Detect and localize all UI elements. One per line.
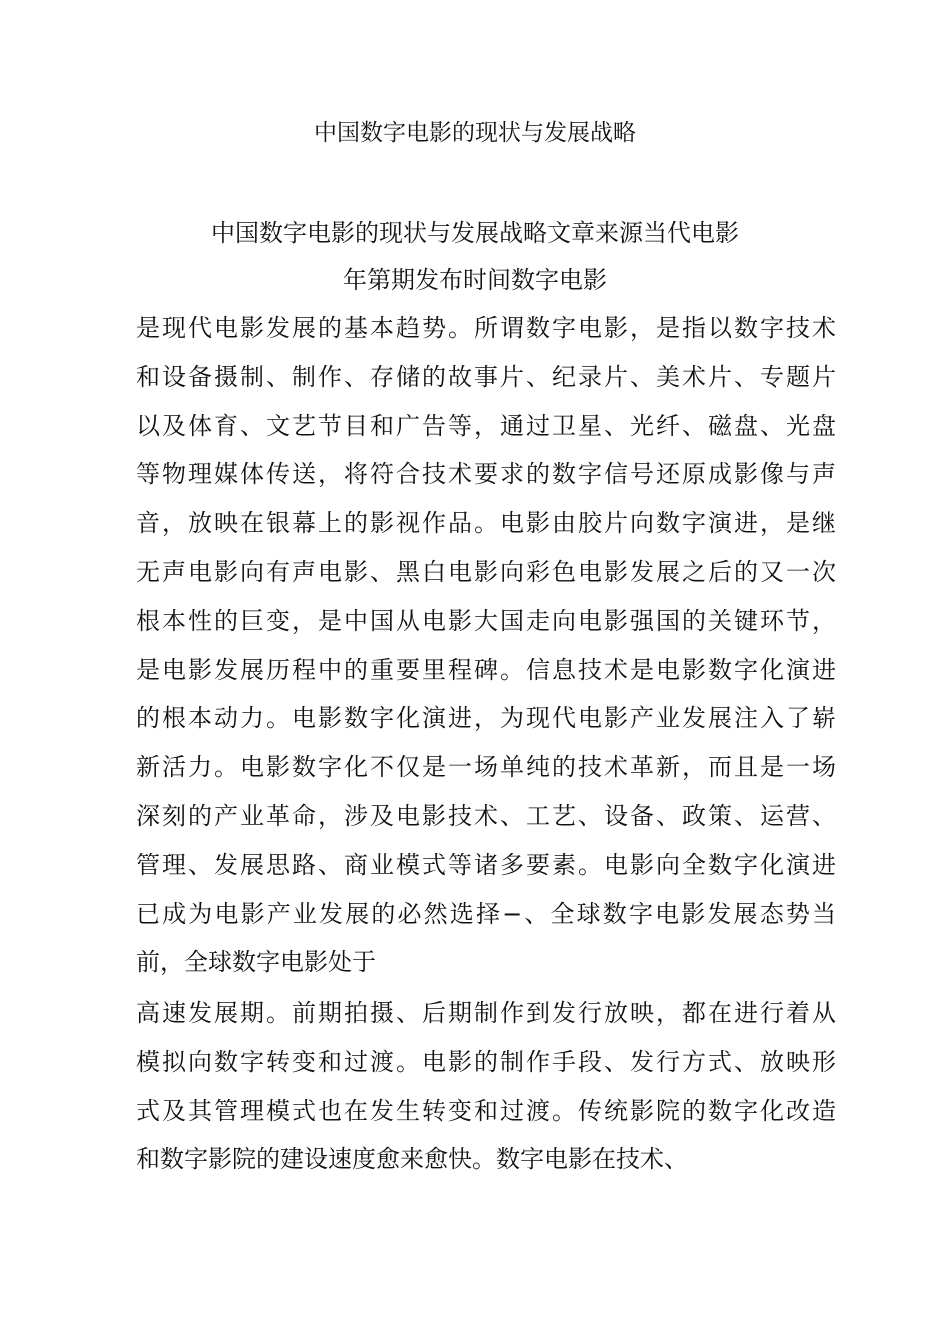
- text-line: 新活力。电影数字化不仅是一场单纯的技术革新，而且是一场: [136, 753, 836, 781]
- text-line: 模拟向数字转变和过渡。电影的制作手段、发行方式、放映形: [136, 1048, 836, 1076]
- text-line: 和设备摄制、制作、存储的故事片、纪录片、美术片、专题片: [136, 363, 836, 391]
- subtitle-line: 年第期发布时间数字电影: [343, 266, 607, 294]
- text-line: 的根本动力。电影数字化演进，为现代电影产业发展注入了崭: [136, 704, 836, 732]
- text-line: 式及其管理模式也在发生转变和过渡。传统影院的数字化改造: [136, 1097, 836, 1125]
- text-line: 已成为电影产业发展的必然选择−、全球数字电影发展态势当: [136, 900, 836, 928]
- text-line: 和数字影院的建设速度愈来愈快。数字电影在技术、: [136, 1145, 688, 1173]
- text-line: 管理、发展思路、商业模式等诸多要素。电影向全数字化演进: [136, 851, 836, 879]
- text-line: 等物理媒体传送，将符合技术要求的数字信号还原成影像与声: [136, 460, 836, 488]
- text-line: 以及体育、文艺节目和广告等，通过卫星、光纤、磁盘、光盘: [136, 412, 836, 440]
- subtitle-line: 中国数字电影的现状与发展战略文章来源当代电影: [211, 219, 739, 247]
- text-line: 前，全球数字电影处于: [136, 948, 376, 976]
- text-line: 是电影发展历程中的重要里程碑。信息技术是电影数字化演进: [136, 656, 836, 684]
- text-line: 根本性的巨变，是中国从电影大国走向电影强国的关键环节，: [136, 607, 836, 635]
- text-line: 无声电影向有声电影、黑白电影向彩色电影发展之后的又一次: [136, 558, 836, 586]
- document-title: 中国数字电影的现状与发展战略: [314, 120, 636, 146]
- text-line: 高速发展期。前期拍摄、后期制作到发行放映，都在进行着从: [136, 999, 836, 1027]
- text-line: 深刻的产业革命，涉及电影技术、工艺、设备、政策、运营、: [136, 802, 836, 830]
- text-line: 是现代电影发展的基本趋势。所谓数字电影，是指以数字技术: [136, 314, 836, 342]
- text-line: 音，放映在银幕上的影视作品。电影由胶片向数字演进，是继: [136, 509, 836, 537]
